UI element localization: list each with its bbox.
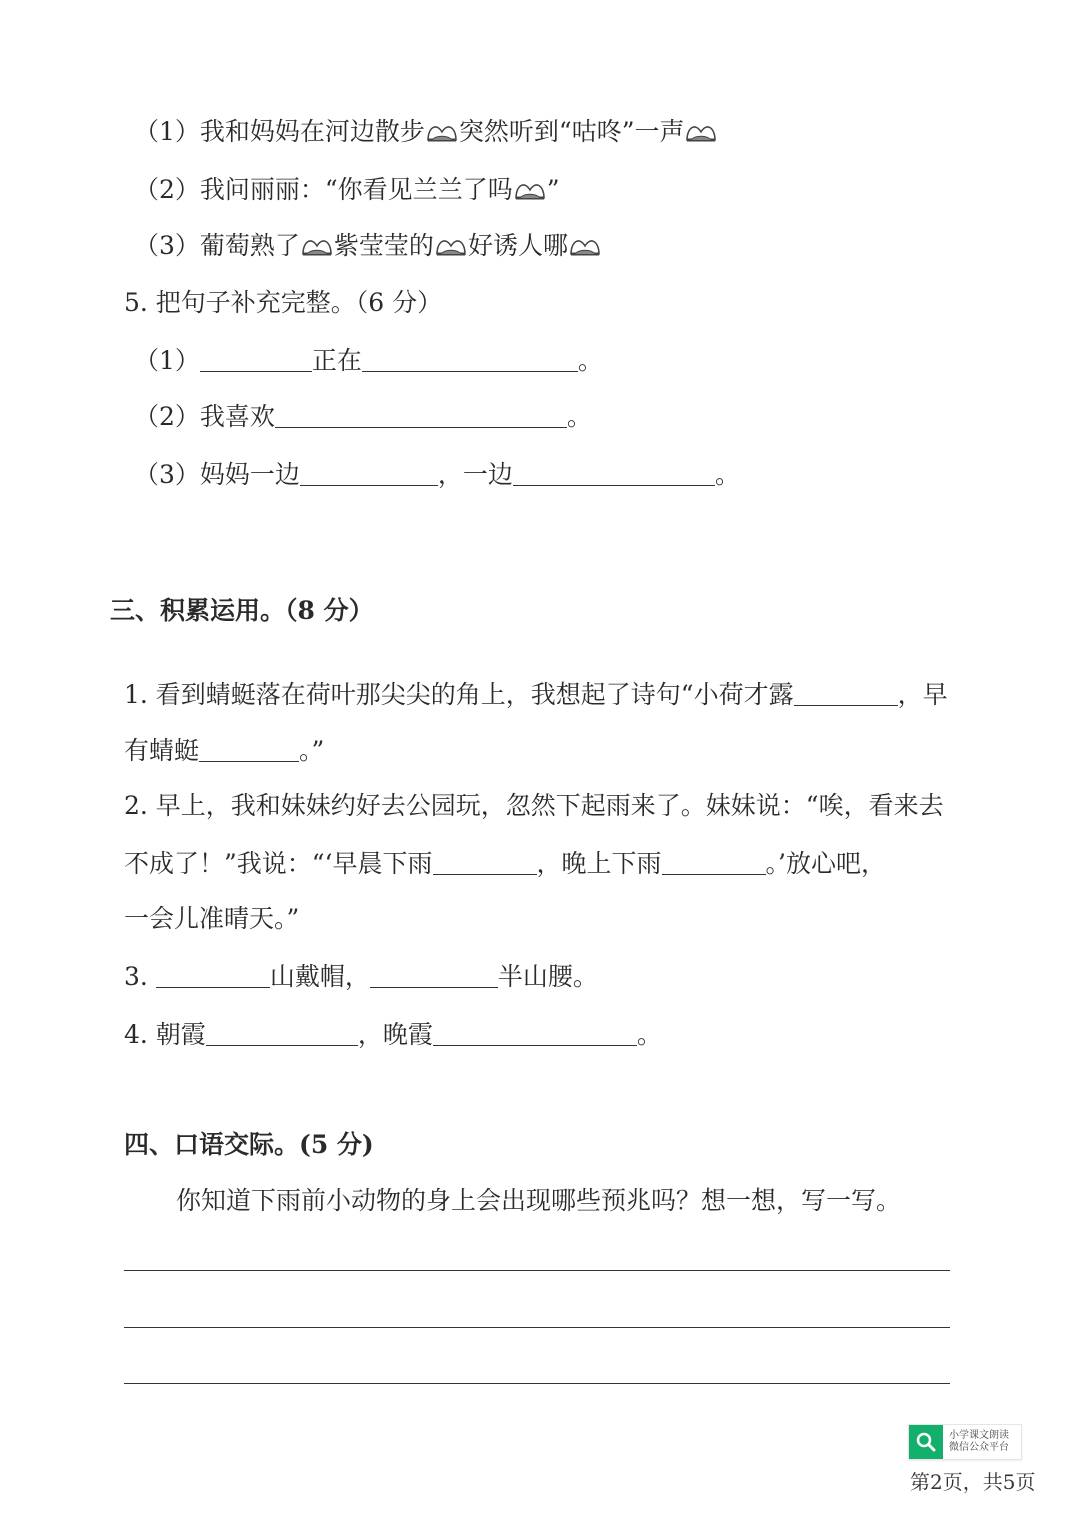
watermark-text: 小学课文朗读 微信公众平台 (949, 1430, 1009, 1453)
writing-line[interactable] (124, 1327, 950, 1328)
peach-punctuation-box-icon (685, 118, 717, 148)
answer-blank[interactable] (199, 736, 299, 762)
peach-punctuation-box-icon (435, 232, 467, 262)
peach-punctuation-box-icon (569, 232, 601, 262)
answer-blank[interactable] (200, 346, 312, 372)
q5-item-1: （1） 正在 。 (134, 346, 603, 375)
s3-q2-line-3: 一会儿准晴天。” (124, 904, 300, 933)
peach-punctuation-box-icon (514, 176, 546, 206)
answer-blank[interactable] (156, 962, 270, 988)
section-3-heading: 三、积累运用。（8 分） (110, 596, 374, 625)
answer-blank[interactable] (275, 402, 567, 428)
answer-blank[interactable] (300, 460, 438, 486)
s3-q4: 4. 朝霞 ，晚霞 。 (124, 1020, 662, 1049)
s3-q2-line-2: 不成了！”我说：“‘早晨下雨 ，晚上下雨 。’放心吧， (124, 849, 886, 878)
s4-prompt: 你知道下雨前小动物的身上会出现哪些预兆吗？想一想，写一写。 (176, 1186, 902, 1215)
answer-blank[interactable] (513, 460, 715, 486)
q5-item-2: （2）我喜欢 。 (134, 402, 592, 431)
q4-item-1: （1）我和妈妈在河边散步 突然听到“咕咚”一声 (134, 118, 718, 148)
section-4-heading: 四、口语交际。(5 分) (124, 1130, 374, 1159)
answer-blank[interactable] (362, 346, 578, 372)
q4-item-2: （2）我问丽丽：“你看见兰兰了吗 ” (134, 175, 560, 204)
q5-title: 5. 把句子补充完整。（6 分） (124, 288, 443, 317)
page-number: 第2页，共5页 (910, 1470, 1036, 1494)
answer-blank[interactable] (794, 680, 898, 706)
answer-blank[interactable] (370, 962, 498, 988)
watermark-badge (908, 1424, 1022, 1460)
peach-punctuation-box-icon (301, 232, 333, 262)
q5-item-3: （3）妈妈一边 ，一边 。 (134, 460, 740, 489)
answer-blank[interactable] (433, 1020, 637, 1046)
s3-q1-line-2: 有蜻蜓 。” (124, 736, 325, 765)
answer-blank[interactable] (662, 849, 766, 875)
s3-q3: 3. 山戴帽， 半山腰。 (124, 962, 598, 991)
search-icon (909, 1425, 943, 1459)
s3-q2-line-1: 2. 早上，我和妹妹约好去公园玩，忽然下起雨来了。妹妹说：“唉，看来去 (124, 791, 944, 820)
q4-item-3: （3）葡萄熟了 紫莹莹的 好诱人哪 (134, 232, 602, 262)
answer-blank[interactable] (206, 1020, 358, 1046)
answer-blank[interactable] (433, 849, 537, 875)
writing-line[interactable] (124, 1383, 950, 1384)
s3-q1-line-1: 1. 看到蜻蜓落在荷叶那尖尖的角上，我想起了诗句“小荷才露 ，早 (124, 680, 948, 709)
peach-punctuation-box-icon (426, 118, 458, 148)
writing-line[interactable] (124, 1270, 950, 1271)
